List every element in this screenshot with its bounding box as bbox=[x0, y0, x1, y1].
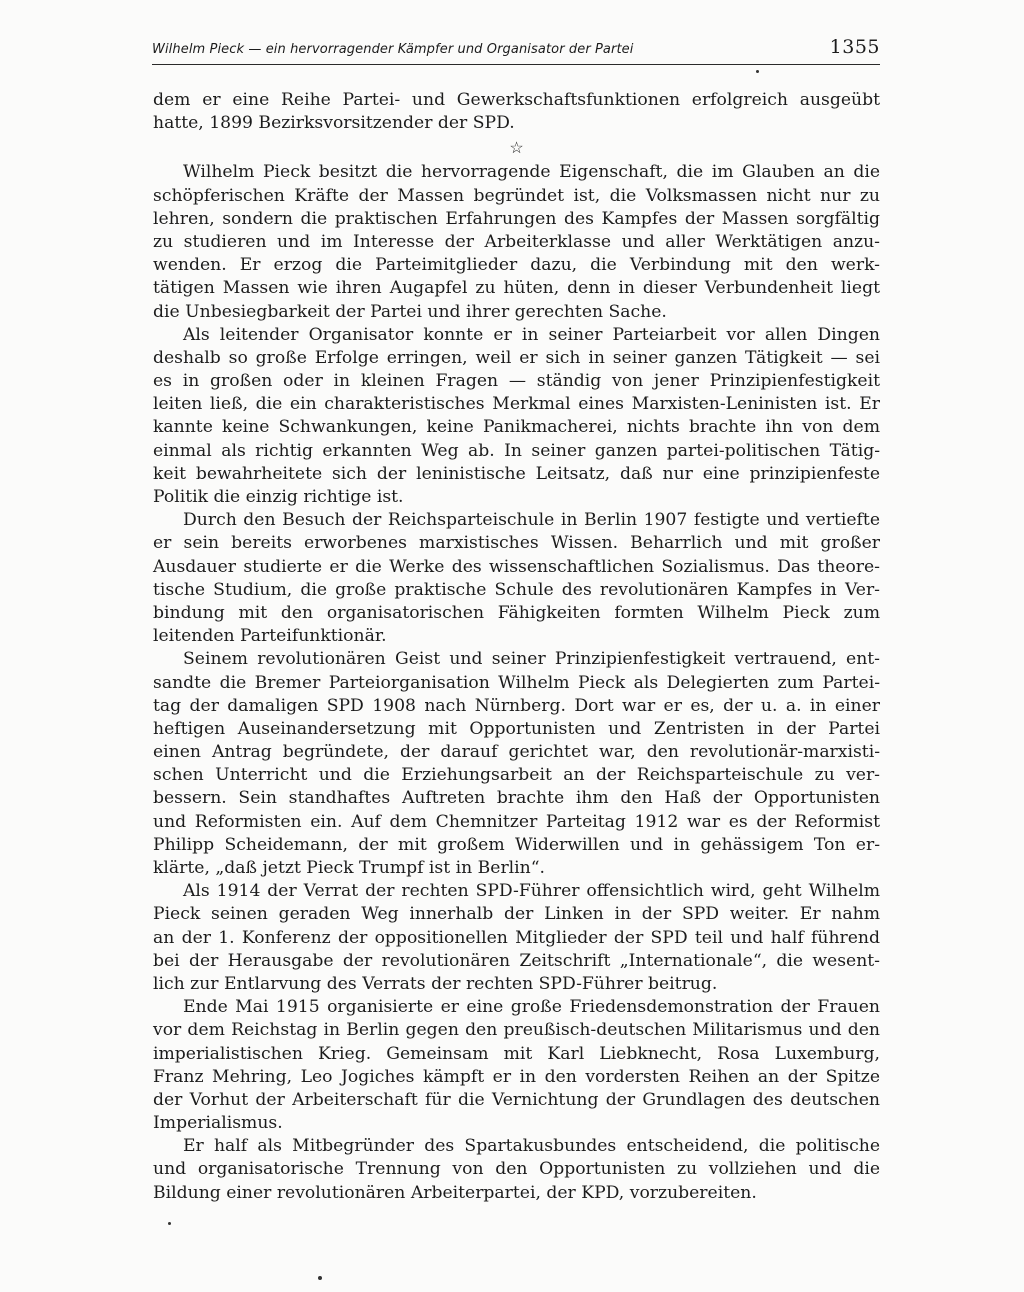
text-line: Ausdauer studierte er die Werke des wissenschaftlichen Sozialismus. Das theore- bbox=[153, 556, 880, 577]
paragraph bbox=[153, 324, 880, 510]
text-line: klärte, „daß jetzt Pieck Trumpf ist in Berlin“. bbox=[153, 858, 545, 878]
text-line: deshalb so große Erfolge erringen, weil er sich in seiner ganzen Tätigkeit — sei bbox=[153, 347, 880, 368]
text-line: heftigen Auseinandersetzung mit Opportunisten und Zentristen in der Partei bbox=[153, 718, 880, 739]
text-line: dem er eine Reihe Partei- und Gewerkschaftsfunktionen erfolgreich ausgeübt bbox=[153, 90, 880, 110]
paragraph bbox=[153, 880, 880, 996]
paragraph bbox=[153, 509, 880, 648]
text-line: kannte keine Schwankungen, keine Panikmacherei, nichts brachte ihn von dem bbox=[153, 417, 880, 438]
text-line: Durch den Besuch der Reichsparteischule in Berlin 1907 festigte und vertiefte bbox=[183, 510, 880, 531]
paragraph-continuation bbox=[153, 89, 880, 135]
star-separator-icon: ☆ bbox=[509, 138, 524, 158]
text-line: leiten ließ, die ein charakteristisches Merkmal eines Marxisten-Leninisten ist. Er bbox=[153, 394, 880, 415]
text-line: und organisatorische Trennung von den Opportunisten zu vollziehen und die bbox=[153, 1159, 880, 1180]
text-line: bindung mit den organisatorischen Fähigkeiten formten Wilhelm Pieck zum bbox=[153, 602, 880, 623]
text-line: Politik die einzig richtige ist. bbox=[153, 487, 404, 507]
text-line: lich zur Entlarvung des Verrats der rechten SPD-Führer beitrug. bbox=[153, 973, 718, 994]
text-line: Seinem revolutionären Geist und seiner Prinzipienfestigkeit vertrauend, ent- bbox=[183, 649, 880, 670]
text-line: Pieck seinen geraden Weg innerhalb der Linken in der SPD weiter. Er nahm bbox=[153, 904, 880, 925]
print-speck bbox=[756, 70, 759, 73]
text-line: hatte, 1899 Bezirksvorsitzender der SPD. bbox=[153, 113, 515, 134]
paragraph bbox=[153, 1135, 880, 1205]
text-line: lehren, sondern die praktischen Erfahrungen des Kampfes der Massen sorgfältig bbox=[153, 208, 880, 229]
text-line: schöpferischen Kräfte der Massen begründet ist, die Volksmassen nicht nur zu bbox=[153, 185, 880, 206]
text-line: wenden. Er erzog die Parteimitglieder dazu, die Verbindung mit den werk- bbox=[153, 255, 880, 276]
text-line: Als 1914 der Verrat der rechten SPD-Führer offensichtlich wird, geht Wilhelm bbox=[183, 881, 880, 902]
text-line: einen Antrag begründete, der darauf gerichtet war, den revolutionär-marxisti- bbox=[153, 742, 880, 763]
text-line: bessern. Sein standhaftes Auftreten brachte ihm den Haß der Opportunisten bbox=[153, 788, 880, 809]
text-line: und Reformisten ein. Auf dem Chemnitzer Parteitag 1912 war es der Reformist bbox=[153, 811, 880, 832]
print-speck bbox=[168, 1222, 171, 1225]
text-line: tag der damaligen SPD 1908 nach Nürnberg. Dort war er es, der u. a. in einer bbox=[153, 695, 880, 716]
page-number: 1355 bbox=[829, 36, 880, 58]
text-line: Als leitender Organisator konnte er in seiner Parteiarbeit vor allen Dingen bbox=[183, 324, 880, 345]
body-text bbox=[153, 89, 880, 1205]
running-head bbox=[152, 36, 880, 65]
text-line: tätigen Massen wie ihren Augapfel zu hüten, denn in dieser Verbundenheit liegt bbox=[153, 278, 880, 299]
text-line: Philipp Scheidemann, der mit großem Widerwillen und in gehässigem Ton er- bbox=[153, 834, 880, 855]
text-line: einmal als richtig erkannten Weg ab. In seiner ganzen partei-politischen Tätig- bbox=[153, 440, 880, 461]
paragraph bbox=[153, 996, 880, 1135]
text-line: keit bewahrheitete sich der leninistische Leitsatz, daß nur eine prinzipienfeste bbox=[153, 463, 880, 484]
text-line: Ende Mai 1915 organisierte er eine große Friedensdemonstration der Frauen bbox=[183, 997, 880, 1018]
text-line: bei der Herausgabe der revolutionären Zeitschrift „Internationale“, die wesent- bbox=[153, 950, 880, 971]
print-speck bbox=[318, 1276, 322, 1280]
text-line: vor dem Reichstag in Berlin gegen den preußisch-deutschen Militarismus und den bbox=[153, 1020, 880, 1041]
paragraph bbox=[153, 161, 880, 323]
text-line: Wilhelm Pieck besitzt die hervorragende Eigenschaft, die im Glauben an die bbox=[183, 162, 880, 183]
text-line: er sein bereits erworbenes marxistisches Wissen. Beharrlich und mit großer bbox=[153, 533, 880, 554]
paragraph bbox=[153, 648, 880, 880]
text-line: der Vorhut der Arbeiterschaft für die Vernichtung der Grundlagen des deutschen bbox=[153, 1089, 880, 1110]
text-line: Imperialismus. bbox=[153, 1113, 283, 1134]
text-line: schen Unterricht und die Erziehungsarbeit an der Reichsparteischule zu ver- bbox=[153, 765, 880, 786]
text-line: imperialistischen Krieg. Gemeinsam mit Karl Liebknecht, Rosa Luxemburg, bbox=[153, 1043, 880, 1064]
text-line: tische Studium, die große praktische Schule des revolutionären Kampfes in Ver- bbox=[153, 579, 880, 600]
text-line: die Unbesiegbarkeit der Partei und ihrer gerechten Sache. bbox=[153, 301, 667, 322]
running-title: Wilhelm Pieck — ein hervorragender Kämpfer und Organisator der Partei bbox=[152, 42, 634, 57]
text-line: es in großen oder in kleinen Fragen — ständig von jener Prinzipienfestigkeit bbox=[153, 371, 880, 392]
text-line: an der 1. Konferenz der oppositionellen Mitglieder der SPD teil und half führend bbox=[153, 927, 880, 948]
text-line: sandte die Bremer Parteiorganisation Wilhelm Pieck als Delegierten zum Partei- bbox=[153, 672, 880, 693]
text-line: zu studieren und im Interesse der Arbeiterklasse und aller Werktätigen anzu- bbox=[153, 231, 880, 252]
text-line: Bildung einer revolutionären Arbeiterpartei, der KPD, vorzubereiten. bbox=[153, 1182, 757, 1203]
text-line: Er half als Mitbegründer des Spartakusbundes entscheidend, die politische bbox=[183, 1136, 880, 1157]
text-line: leitenden Parteifunktionär. bbox=[153, 626, 387, 647]
text-line: Franz Mehring, Leo Jogiches kämpft er in den vordersten Reihen an der Spitze bbox=[153, 1066, 880, 1087]
